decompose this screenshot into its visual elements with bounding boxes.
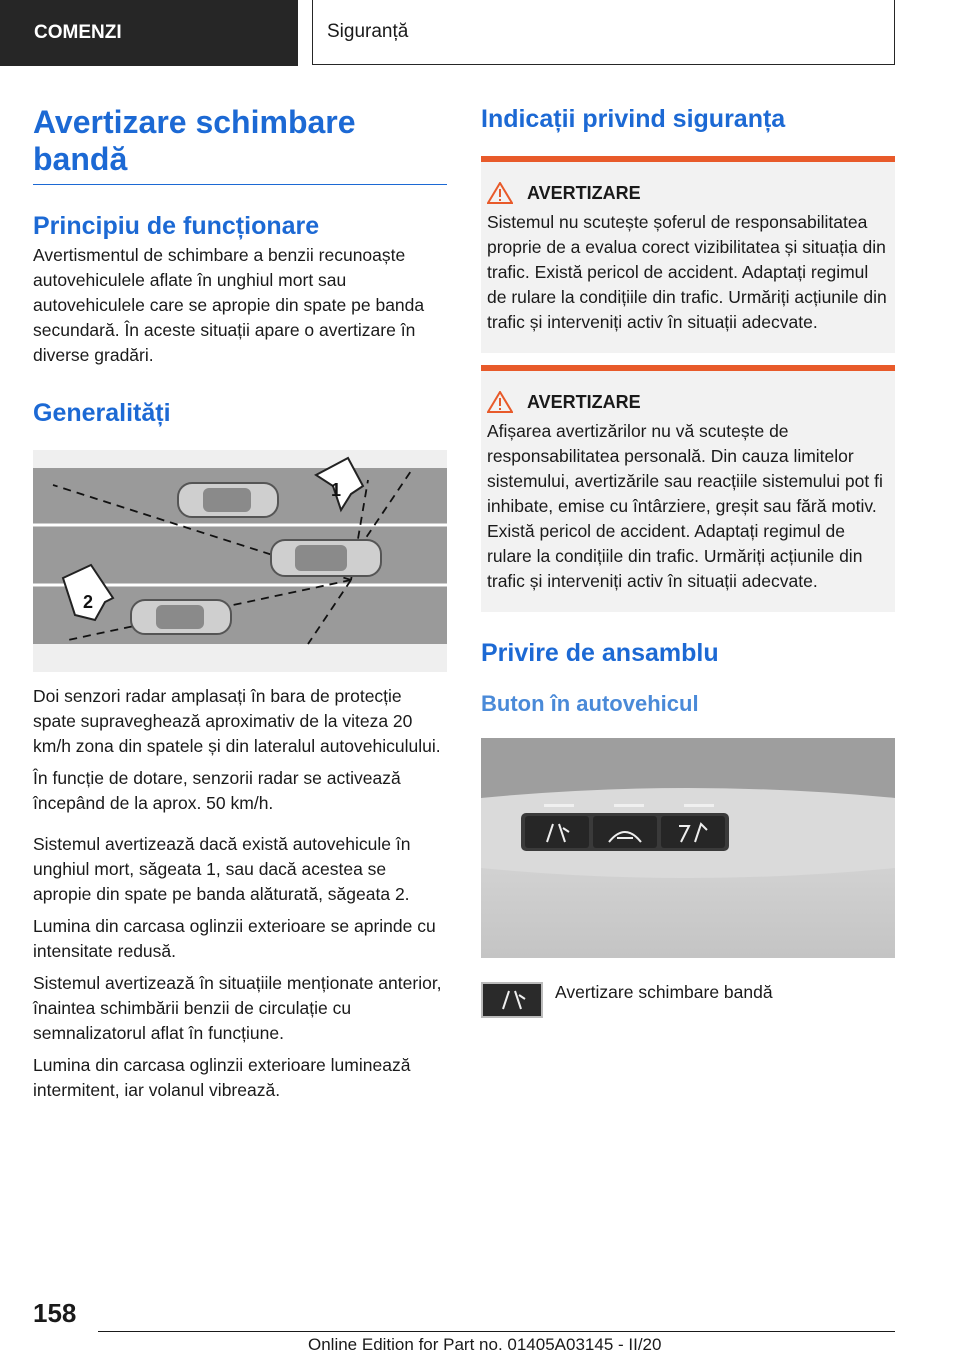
lane-change-warning-button[interactable] (525, 816, 589, 848)
paragraph-2: În funcție de dotare, senzorii radar se activează începând de la aprox. 50 km/h. (33, 768, 401, 813)
heading-general: Generalități (33, 399, 171, 427)
warning-triangle-icon (487, 391, 513, 413)
edition-text: Online Edition for Part no. 01405A03145 - II/20 (308, 1335, 662, 1354)
button-photo (481, 738, 895, 958)
lane-diagram-svg (33, 450, 447, 672)
warning-box-2 (481, 365, 895, 612)
button-legend (481, 982, 895, 1018)
arrow-1-label: 1 (331, 480, 342, 500)
chapter-header (312, 0, 895, 65)
heading-safety: Indicații privind siguranța (481, 105, 786, 133)
paragraph-1: Doi senzori radar amplasați în bara de protecție spate supraveghează aproximativ de la viteza 20 km/h zona din spatele și din lateralul autovehiculului. (33, 686, 441, 756)
paragraph-4: Lumina din carcasa oglinzii exterioare se aprinde cu intensitate redusă. (33, 916, 436, 961)
page-title-line1: Avertizare schimbare (33, 104, 356, 140)
button-caption: Avertizare schimbare bandă (555, 982, 773, 1002)
lane-departure-button[interactable] (661, 816, 725, 848)
arrow-2-label: 2 (83, 592, 94, 612)
page-number: 158 (33, 1298, 77, 1328)
warning-triangle-icon (487, 182, 513, 204)
chapter-label: Siguranță (327, 21, 409, 42)
button-panel-svg (481, 738, 895, 958)
paragraph-5: Sistemul avertizează în situațiile menționate anterior, înaintea schimbării benzii de circulație cu semnalizatorul aflat în funcțiune. (33, 973, 442, 1043)
warning-2-text: Afișarea avertizărilor nu vă scutește de responsabilitatea personală. Din cauza limitelor sistemului, avertizările sau reacțiile sistemului pot fi inhibate, emise cu întârziere, greșit sau fără motiv. Există pericol de accident. Adaptați regimul de rulare la condițiile din trafic. Urmăriți acțiunile din trafic și interveniți activ în situații adecvate. (487, 421, 883, 591)
right-column (481, 104, 895, 1018)
left-column (33, 104, 447, 1103)
warning-box-1 (481, 156, 895, 353)
car-bottom (131, 600, 231, 634)
paragraph-6: Lumina din carcasa oglinzii exterioare luminează intermitent, iar volanul vibrează. (33, 1055, 411, 1100)
car-middle (271, 540, 381, 576)
page-title-line2: bandă (33, 141, 128, 177)
section-tab (0, 0, 298, 66)
lane-diagram (33, 450, 447, 672)
heading-button: Buton în autovehicul (481, 691, 699, 716)
page-title (33, 104, 447, 178)
car-top (178, 483, 278, 517)
warning-1-title: AVERTIZARE (527, 182, 641, 203)
warning-1-text: Sistemul nu scutește șoferul de responsabilitatea proprie de a evalua corect vizibilitatea și situația din trafic. Există pericol de accident. Adaptați regimul de rulare la condițiile din trafic. Urmăriți acțiunile din trafic și interveniți activ în situații adecvate. (487, 212, 887, 332)
section-label: COMENZI (34, 22, 122, 43)
warning-2-title: AVERTIZARE (527, 391, 641, 412)
paragraph-principle: Avertismentul de schimbare a benzii recunoaște autovehiculele aflate în unghiul mort sau autovehiculele care se apropie din spate pe banda secundară. În aceste situații apare o avertizare în diverse gradări. (33, 245, 425, 365)
heading-overview: Privire de ansamblu (481, 639, 719, 667)
title-rule (33, 184, 447, 185)
heading-principle: Principiu de funcționare (33, 212, 320, 240)
paragraph-3: Sistemul avertizează dacă există autovehicule în unghiul mort, săgeata 1, sau dacă acestea se apropie din spate pe banda alăturată, săgeata 2. (33, 834, 411, 904)
footer-rule (98, 1331, 895, 1332)
lane-change-warning-icon (481, 982, 543, 1018)
